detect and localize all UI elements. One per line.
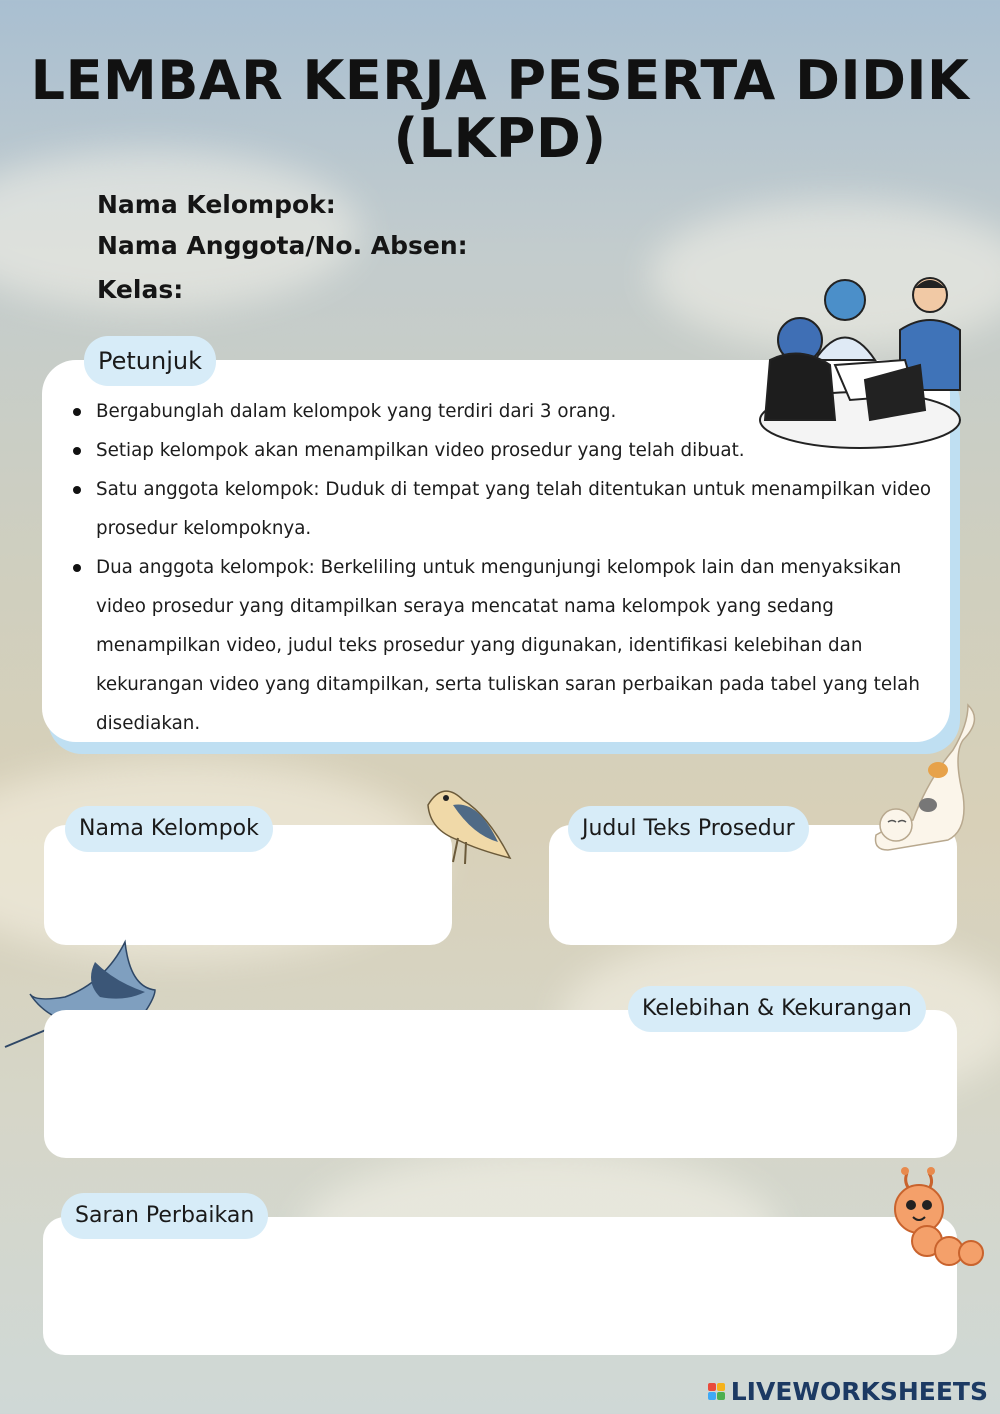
instruction-item: Bergabunglah dalam kelompok yang terdiri dari 3 orang. <box>72 392 934 431</box>
page-title-line2: (LKPD) <box>393 107 607 170</box>
strengths-weaknesses-answer-box[interactable] <box>44 1010 957 1158</box>
suggestions-box-label: Saran Perbaikan <box>61 1193 268 1239</box>
liveworksheets-brand <box>708 1377 988 1406</box>
procedure-title-box-label: Judul Teks Prosedur <box>568 806 809 852</box>
group-discussion-illustration <box>755 270 965 450</box>
page-title <box>0 49 1000 170</box>
logo-square-red <box>708 1383 716 1391</box>
logo-square-blue <box>708 1392 716 1400</box>
liveworksheets-wordmark: LIVEWORKSHEETS <box>730 1377 988 1406</box>
strengths-weaknesses-box-label: Kelebihan & Kekurangan <box>628 986 926 1032</box>
logo-square-green <box>717 1392 725 1400</box>
instruction-item: Setiap kelompok akan menampilkan video prosedur yang telah dibuat. <box>72 431 934 470</box>
instruction-item: Dua anggota kelompok: Berkeliling untuk mengunjungi kelompok lain dan menyaksikan video prosedur yang ditampilkan seraya mencatat nama kelompok yang sedang menampilkan video, judul teks prosedur yang digunakan, identifikasi kelebihan dan kekurangan video yang ditampilkan, serta tuliskan saran perbaikan pada tabel yang telah disediakan. <box>72 548 934 743</box>
group-name-label: Nama Kelompok: <box>97 190 336 219</box>
logo-square-yellow <box>717 1383 725 1391</box>
class-label: Kelas: <box>97 275 184 304</box>
group-name-box-label: Nama Kelompok <box>65 806 273 852</box>
cat-illustration <box>868 700 983 860</box>
liveworksheets-logo-icon <box>708 1383 725 1400</box>
caterpillar-illustration <box>885 1165 995 1275</box>
bird-illustration <box>418 780 518 870</box>
instructions-heading: Petunjuk <box>84 336 216 386</box>
page-title-line1: LEMBAR KERJA PESERTA DIDIK <box>30 49 970 112</box>
members-label: Nama Anggota/No. Absen: <box>97 231 468 260</box>
instruction-item: Satu anggota kelompok: Duduk di tempat yang telah ditentukan untuk menampilkan video prosedur kelompoknya. <box>72 470 934 548</box>
